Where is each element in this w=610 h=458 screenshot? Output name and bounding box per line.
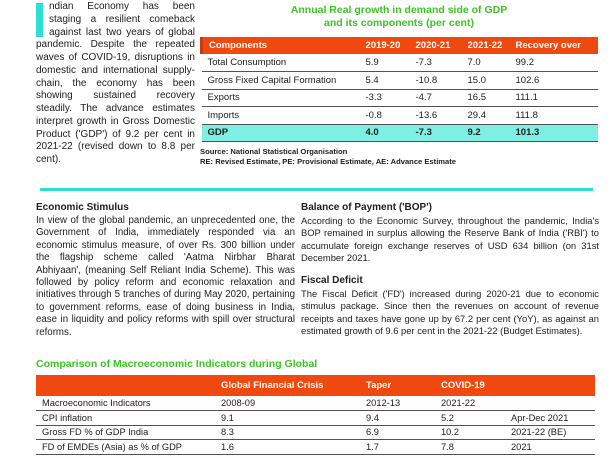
- row-label: GDP: [202, 124, 360, 142]
- cell: 2021-22 (BE): [505, 425, 595, 440]
- column-header: Components: [202, 37, 360, 54]
- table-row: [202, 54, 599, 72]
- gdp-highlight-row: [202, 124, 599, 142]
- section-body: In view of the global pandemic, an unprecedented one, the Government of India, immediately responded via an economic stimulus measure, of over Rs. 300 billion under the flagship scheme called 'Aatma Nirbhar Bharat Abhiyaan', (meaning Self Reliant India Scheme). This was followed by policy reform and economic relaxation and initiatives through 5 tranches of during May 2020, pertaining to government reforms, ease of doing business in India, ease in liquidity and policy reforms with spill over structural reforms.: [36, 215, 295, 338]
- cell: 29.4: [462, 107, 510, 125]
- cell: 4.0: [360, 124, 410, 142]
- source-note: [200, 147, 598, 166]
- comparison-table: [36, 375, 595, 455]
- source-line: Source: National Statistical Organisation: [200, 147, 348, 156]
- cell: 15.0: [462, 72, 510, 90]
- cell: 2008-09: [215, 396, 360, 411]
- table-row: [202, 107, 599, 125]
- gdp-table-title: [200, 4, 598, 30]
- column-header: Recovery over: [510, 37, 599, 54]
- cell: 2012-13: [360, 396, 435, 411]
- row-label: CPI inflation: [36, 411, 215, 426]
- row-label: Total Consumption: [202, 54, 360, 72]
- column-header: COVID-19: [435, 375, 505, 396]
- table-row: [36, 425, 595, 440]
- column-header: 2019-20: [360, 37, 410, 54]
- cell: 10.2: [435, 425, 505, 440]
- table-row: [36, 440, 595, 455]
- cell: -3.3: [360, 89, 410, 107]
- cell: 9.1: [215, 411, 360, 426]
- cell: -7.3: [410, 124, 462, 142]
- row-label: Gross Fixed Capital Formation: [202, 72, 360, 90]
- cell: 16.5: [462, 89, 510, 107]
- cell: 1.7: [360, 440, 435, 455]
- bop-fiscal-section: [301, 201, 599, 337]
- column-header: Taper: [360, 375, 435, 396]
- cell: -4.7: [410, 89, 462, 107]
- cell: 5.2: [435, 411, 505, 426]
- gdp-table: [200, 37, 598, 142]
- cell: 9.4: [360, 411, 435, 426]
- row-label: Exports: [202, 89, 360, 107]
- cell: 111.8: [510, 107, 599, 125]
- column-header: Global Financial Crisis: [215, 375, 360, 396]
- column-header: 2021-22: [462, 37, 510, 54]
- cell: 5.4: [360, 72, 410, 90]
- row-label: Imports: [202, 107, 360, 125]
- estimate-legend-line: RE: Revised Estimate, PE: Provisional Estimate, AE: Advance Estimate: [200, 156, 457, 166]
- row-label: Gross FD % of GDP India: [36, 425, 215, 440]
- comparison-table-header-row: [36, 375, 595, 396]
- cell: 99.2: [510, 54, 599, 72]
- cell: 6.9: [360, 425, 435, 440]
- section-body: According to the Economic Survey, throughout the pandemic, India's BOP remained in surplus allowing the Reserve Bank of India ('RBI') to accumulate foreign exchange reserves of USD 634 billion (on 31st December 2021.: [301, 215, 599, 263]
- cell: -10.8: [410, 72, 462, 90]
- section-heading: Fiscal Deficit: [301, 275, 363, 287]
- section-heading: Economic Stimulus: [36, 202, 129, 213]
- gdp-table-header-row: [202, 37, 599, 54]
- section-heading: Balance of Payment ('BOP'): [301, 202, 432, 213]
- gdp-table-title-line1: Annual Real growth in demand side of GDP: [290, 4, 508, 16]
- column-header: [505, 375, 595, 396]
- intro-text: ndian Economy has been staging a resilient comeback against last two years of global pandemic. Despite the repeated waves of COVID-19, disruptions in domestic and international supply-chain, the economy has been showing sustained recovery steadily. The advance estimates interpret growth in Gross Domestic Product ('GDP') of 9.2 per cent in 2021-22 (revised down to 8.8 per cent).: [36, 1, 195, 165]
- gdp-table-title-line2: and its components (per cent): [324, 17, 474, 29]
- gdp-table-block: [200, 4, 598, 166]
- row-label: FD of EMDEs (Asia) as % of GDP: [36, 440, 215, 455]
- comparison-table-block: [36, 358, 595, 455]
- economic-stimulus-section: [36, 201, 295, 339]
- cell: 2021: [505, 440, 595, 455]
- table-row: [202, 89, 599, 107]
- cell: -13.6: [410, 107, 462, 125]
- cell: 101.3: [510, 124, 599, 142]
- cell: 8.3: [215, 425, 360, 440]
- column-header: [36, 375, 215, 396]
- cell: 102.6: [510, 72, 599, 90]
- intro-paragraph: [36, 1, 195, 167]
- row-label: Macroeconomic Indicators: [36, 396, 215, 411]
- cell: 9.2: [462, 124, 510, 142]
- teal-divider-rule: [40, 188, 593, 191]
- cell: -0.8: [360, 107, 410, 125]
- column-header: 2020-21: [410, 37, 462, 54]
- cell: -7.3: [410, 54, 462, 72]
- table-row: [202, 72, 599, 90]
- cell: 111.1: [510, 89, 599, 107]
- cell: [505, 396, 595, 411]
- section-body: The Fiscal Deficit ('FD') increased during 2020-21 due to economic stimulus package. Since then the revenues on account of revenue receipts and taxes have gone up by 67.2 per cent (YoY), as against an estimated growth of 9.6 per cent in the 2021-22 (Budget Estimates).: [301, 288, 599, 337]
- table-row: [36, 411, 595, 426]
- dropcap-bar-icon: [36, 3, 43, 37]
- cell: 7.8: [435, 440, 505, 455]
- cell: Apr-Dec 2021: [505, 411, 595, 426]
- table-row: [36, 396, 595, 411]
- cell: 5.9: [360, 54, 410, 72]
- cell: 7.0: [462, 54, 510, 72]
- cell: 2021-22: [435, 396, 505, 411]
- comparison-table-title: Comparison of Macroeconomic Indicators during Global: [36, 358, 318, 370]
- cell: 1.6: [215, 440, 360, 455]
